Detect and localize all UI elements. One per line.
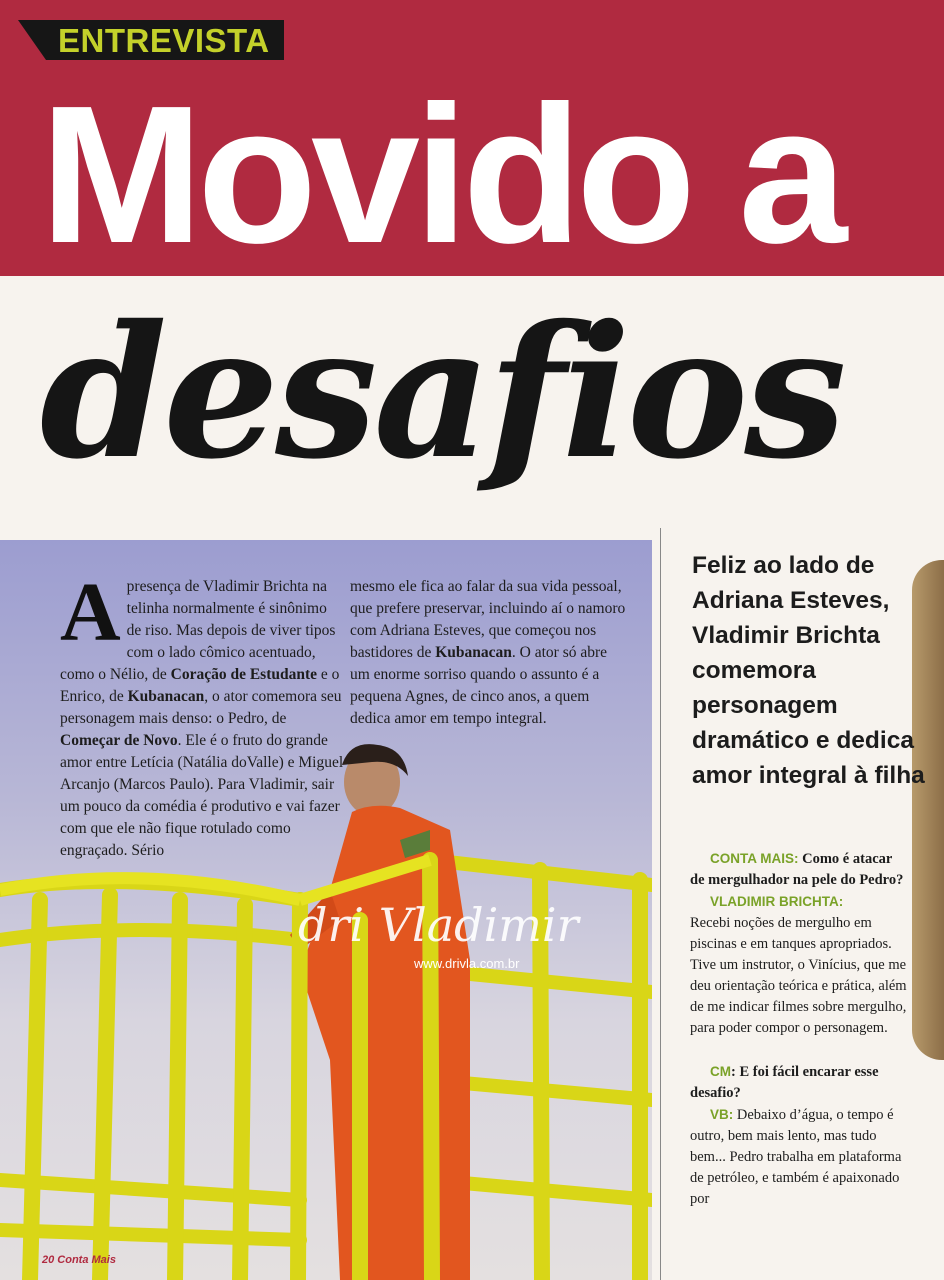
watermark-url: www.drivla.com.br xyxy=(414,956,520,971)
question-tag: CONTA MAIS: xyxy=(710,851,799,866)
answer-text: Debaixo d’água, o tempo é outro, bem mais lento, mas tudo bem... Pedro trabalha em plataforma de petróleo, e também é apaixonado por xyxy=(690,1107,902,1207)
subheadline: Feliz ao lado de Adriana Esteves, Vladimir Brichta comemora personagem dramático e dedica amor integral à filha xyxy=(692,552,925,789)
body-text: , o ator comemora seu personagem mais denso: o Pedro, de xyxy=(60,688,342,727)
body-text-bold: Kubanacan xyxy=(127,688,205,705)
body-column-1 xyxy=(60,566,345,862)
question-text: Como é atacar de mergulhador na pele do Pedro? xyxy=(690,851,904,888)
body-text-bold: Começar de Novo xyxy=(60,732,178,749)
body-text: presença de Vladimir Brichta na telinha normalmente é sinônimo de riso. Mas depois de viver tipos com o lado cômico acentuado, como o Nélio, de xyxy=(60,578,336,683)
answer-tag: VLADIMIR BRICHTA: xyxy=(710,894,844,909)
body-text-bold: Coração de Estudante xyxy=(170,666,318,683)
body-text: . Ele é o fruto do grande amor entre Letícia (Natália doValle) e Miguel Arcanjo (Marcos Paulo). Para Vladimir, sair um pouco da comédia é produtivo e vai fazer com que ele não fique rotulado como engraçado. Sério xyxy=(60,732,344,859)
column-divider xyxy=(660,528,661,1280)
body-text: mesmo ele fica ao falar da sua vida pessoal, que prefere preservar, incluindo aí o namoro com Adriana Esteves, que começou nos bastidores de xyxy=(350,578,626,661)
headline-line-2: desafios xyxy=(40,285,843,499)
page-footer: 20 Conta Mais xyxy=(42,1254,116,1266)
watermark-signature: dri Vladimir xyxy=(298,898,579,952)
body-column-2 xyxy=(350,576,630,730)
qa-item xyxy=(690,848,908,1039)
body-text: . O ator só abre um enorme sorriso quando o assunto é a pequena Agnes, de cinco anos, a quem dedica amor em tempo integral. xyxy=(350,644,608,727)
body-text: e o Enrico, de xyxy=(60,666,340,705)
drop-cap: A xyxy=(60,566,121,659)
question-tag: CM xyxy=(710,1064,731,1079)
question-text: : E foi fácil encarar esse desafio? xyxy=(690,1064,879,1101)
headline-line-1: Movido a xyxy=(40,65,842,284)
section-tag: ENTREVISTA xyxy=(46,20,284,60)
qa-item xyxy=(690,1061,908,1210)
answer-text: Recebi noções de mergulho em piscinas e em tanques apropriados. Tive um instrutor, o Vinícius, que me deu orientação teórica e prática, além de me indicar filmes sobre mergulho, para poder compor o personagem. xyxy=(690,915,907,1036)
answer-tag: VB: xyxy=(710,1107,734,1122)
body-text-bold: Kubanacan xyxy=(435,644,512,661)
qa-section xyxy=(690,848,908,1232)
